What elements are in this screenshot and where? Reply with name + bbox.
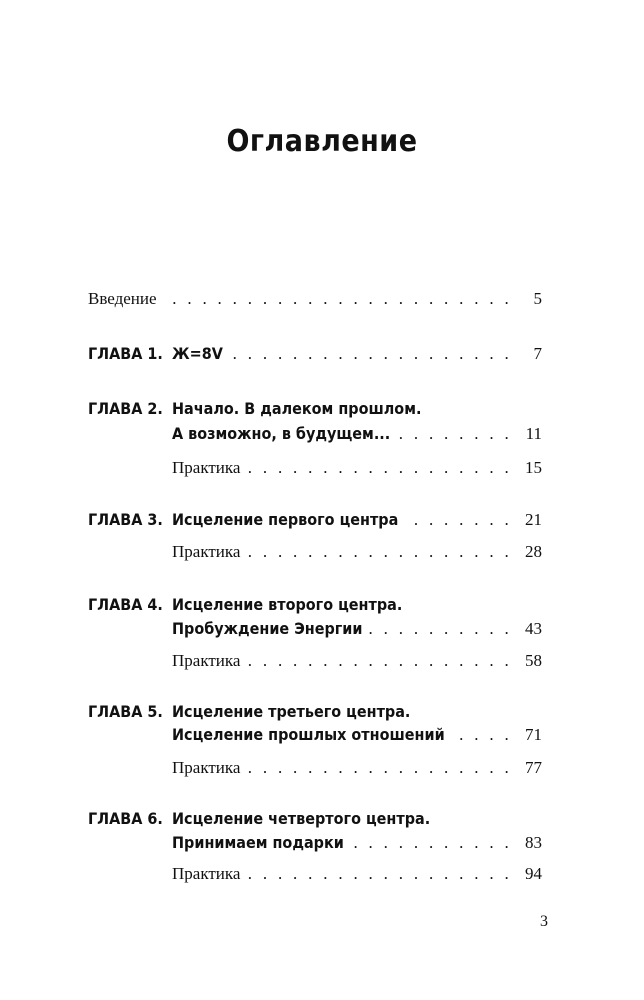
toc-entry-chapter-5-line1 [172, 702, 542, 726]
toc-entry-chapter-2[interactable] [172, 424, 542, 448]
toc-entry-title: Ж=8V [172, 344, 223, 363]
toc-page-number: 58 [525, 651, 542, 670]
toc-entry-practice[interactable] [172, 651, 542, 675]
toc-page-number: 77 [525, 758, 542, 777]
dot-leader [396, 424, 512, 444]
toc-entry-title: Введение [88, 289, 157, 308]
toc-page-number: 28 [525, 542, 542, 561]
toc-entry-practice[interactable] [172, 758, 542, 782]
chapter-label: ГЛАВА 5. [88, 702, 163, 721]
toc-entry-chapter-2-line1 [172, 399, 542, 423]
toc-entry-chapter-3[interactable] [172, 510, 542, 534]
toc-entry-practice[interactable] [172, 864, 542, 888]
dot-leader [404, 510, 512, 530]
dot-leader [246, 458, 512, 478]
dot-leader [246, 651, 512, 671]
toc-entry-title-cont: Принимаем подарки [172, 833, 344, 852]
toc-entry-title-cont: А возможно, в будущем... [172, 424, 391, 443]
page-number: 3 [540, 913, 548, 930]
toc-entry-practice[interactable] [172, 458, 542, 482]
toc-page-number: 83 [525, 833, 542, 852]
dot-leader [350, 833, 512, 853]
dot-leader [246, 542, 512, 562]
dot-leader [451, 725, 512, 745]
page-title: Оглавление [226, 124, 418, 159]
toc-entry-chapter-1[interactable] [172, 344, 542, 368]
toc-page-number: 11 [525, 424, 542, 443]
toc-page-number: 21 [525, 510, 542, 529]
toc-entry-title: Начало. В далеком прошлом. [172, 399, 422, 418]
toc-entry-title: Исцеление четвертого центра. [172, 809, 431, 828]
toc-entry-title: Исцеление первого центра [172, 510, 399, 529]
toc-entry-title-cont: Исцеление прошлых отношений [172, 725, 445, 744]
toc-entry-practice[interactable] [172, 542, 542, 566]
toc-page-number: 94 [525, 864, 542, 883]
dot-leader [368, 619, 512, 639]
dot-leader [246, 758, 512, 778]
toc-entry-title: Практика [172, 864, 241, 883]
chapter-label: ГЛАВА 4. [88, 595, 163, 614]
chapter-label: ГЛАВА 1. [88, 344, 163, 363]
toc-entry-title: Практика [172, 758, 241, 777]
toc-entry-title: Исцеление второго центра. [172, 595, 403, 614]
toc-entry-chapter-6[interactable] [172, 833, 542, 857]
dot-leader [163, 289, 512, 309]
toc-page-number: 15 [525, 458, 542, 477]
toc-entry-chapter-4[interactable] [172, 619, 542, 643]
toc-entry-chapter-4-line1 [172, 595, 542, 619]
toc-entry-intro[interactable] [88, 289, 542, 313]
toc-entry-chapter-5[interactable] [172, 725, 542, 749]
toc-entry-chapter-6-line1 [172, 809, 542, 833]
toc-page-number: 43 [525, 619, 542, 638]
chapter-label: ГЛАВА 2. [88, 399, 163, 418]
toc-entry-title: Практика [172, 458, 241, 477]
toc-entry-title: Практика [172, 542, 241, 561]
chapter-label: ГЛАВА 6. [88, 809, 163, 828]
chapter-label: ГЛАВА 3. [88, 510, 163, 529]
toc-page-number: 71 [525, 725, 542, 744]
toc-entry-title-cont: Пробуждение Энергии [172, 619, 363, 638]
dot-leader [246, 864, 512, 884]
toc-entry-title: Исцеление третьего центра. [172, 702, 411, 721]
toc-entry-title: Практика [172, 651, 241, 670]
toc-page-number: 5 [533, 289, 542, 308]
toc-page-number: 7 [533, 344, 542, 363]
dot-leader [229, 344, 512, 364]
